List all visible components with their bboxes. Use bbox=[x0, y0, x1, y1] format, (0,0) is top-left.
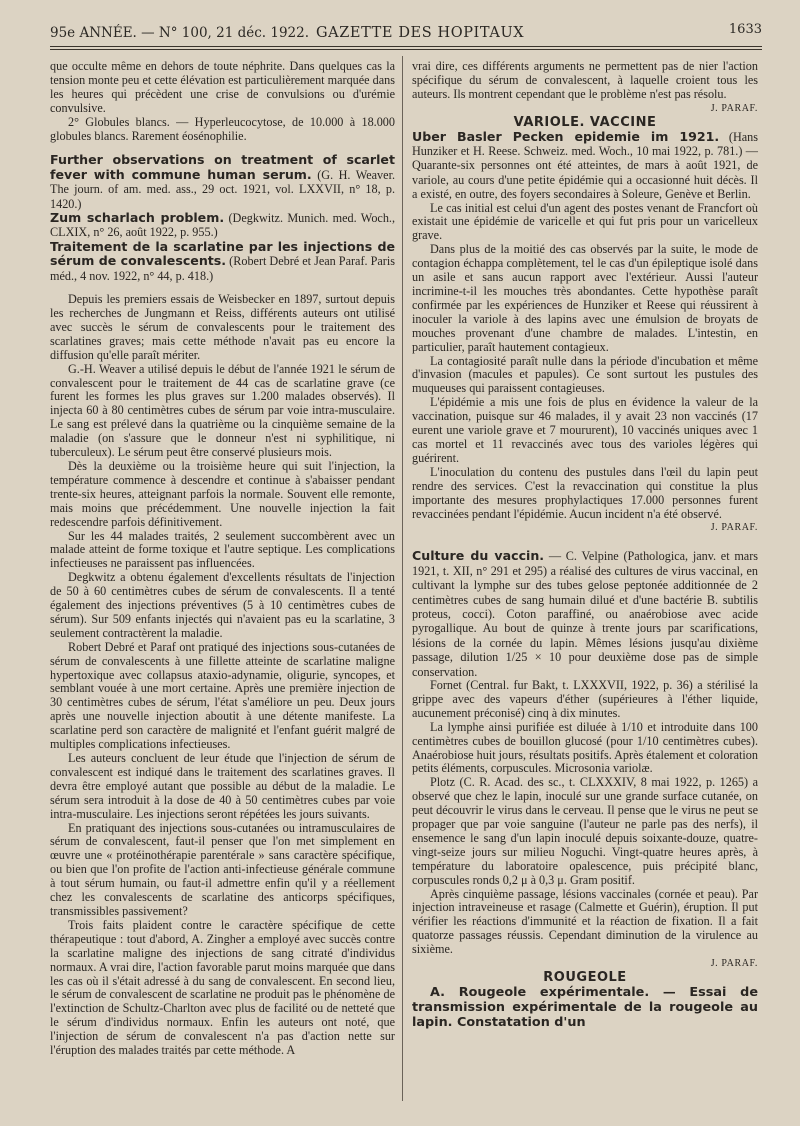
paragraph: L'épidémie a mis une fois de plus en évidence la valeur de la vaccination, puisque sur 46 malades, il y avait 23 non vaccinés (17 eurent une variole grave et 7 moururent), 10 vaccinés uniques avec 1 cas mortel et 11 revaccinés avec tous des varioles légères qui guérirent. bbox=[412, 395, 758, 465]
paragraph: Fornet (Central. fur Bakt, t. LXXXVII, 1922, p. 36) a stérilisé la grippe avec des vapeurs d'éther (supérieures à l'éther liquide, aucunement préconisé) cinq à dix minutes. bbox=[412, 677, 758, 720]
section-heading: VARIOLE. VACCINE bbox=[513, 114, 657, 130]
author-signature: J. PARAF. bbox=[710, 522, 758, 534]
reference-title: Traitement de la scarlatine par les injections de sérum de convalescents. bbox=[50, 238, 395, 269]
paragraph: Les auteurs concluent de leur étude que l'injection de sérum de convalescent est indiqué dans le traitement des scarlatines graves. Il devra être employé autant que possible au début de la maladie. Le sérum sera introduit à la dose de 40 à 50 centimètres cubes par voie intra-musculaire. Les injections seront répétées les jours suivants. bbox=[50, 751, 395, 821]
paragraph: vrai dire, ces différents arguments ne permettent pas de nier l'action spécifique du sérum de convalescent, à laquelle croient tous les auteurs. Ils montrent cependant que le problème n'est pas résolu. bbox=[412, 59, 758, 101]
paragraph: La lymphe ainsi purifiée est diluée à 1/10 et introduite dans 100 centimètres cubes de bouillon glucosé (pour 1/10 centimètres cubes). Anaérobiose huit jours, résultats positifs. Après étalement et coloration petits éléments, corpuscules. Microsonia variolæ. bbox=[412, 719, 758, 776]
reference-entry bbox=[50, 153, 395, 211]
author-signature: J. PARAF. bbox=[710, 102, 758, 114]
article-lead: A. Rougeole expérimentale. — Essai de transmission expérimentale de la rougeole au lapin. Constatation d'un bbox=[412, 984, 758, 1030]
reference-entry bbox=[50, 211, 395, 240]
reference-title: Culture du vaccin. bbox=[412, 548, 545, 564]
paragraph: Robert Debré et Paraf ont pratiqué des injections sous-cutanées de sérum de convalescents à une fillette atteinte de scarlatine maligne hypertoxique avec collapsus ataxio-adynamie, oligurie, syncopes, et semblant vouée à une mort certaine. Après une première injection de 30 centimètres cubes de sérum, l'état s'améliore un peu. Deux jours après une nouvelle injection aboutit à une détente manifeste. La scarlatine perd son caractère de malignité et l'enfant guérit malgré de multiples complications infectieuses. bbox=[50, 639, 395, 752]
author-signature: J. PARAF. bbox=[710, 958, 758, 970]
paragraph: Depuis les premiers essais de Weisbecker en 1897, surtout depuis les recherches de Jungmann et Reiss, différents auteurs ont utilisé avec succès le sérum de convalescents pour le traitement des scarlatines graves; mais cette méthode n'avait pas eu encore la diffusion qu'elle paraît mériter. bbox=[50, 292, 395, 362]
reference-source: (Hans Hunziker et H. Reese. Schweiz. med. Woch., 10 mai 1922, p. 781.) — Quarante-six personnes ont été atteintes, de mars à août 1921, de variole, au cours d'une petite épidémie qui a occasionné huit décès. Il a existé, en outre, des foyers secondaires à Soleure, Genève et Berlin. bbox=[412, 129, 759, 202]
paragraph: La contagiosité paraît nulle dans la période d'incubation et même d'invasion (macules et papules). Ce sont surtout les pustules des muqueuses qui paraissent contagieuses. bbox=[412, 353, 758, 396]
paragraph: Degkwitz a obtenu également d'excellents résultats de l'injection de 50 à 60 centimètres cubes de sérum de convalescents. Il a tenté également des injections préventives (5 à 10 centimètres cubes de sérum). Sur 509 enfants injectés qui n'avaient pas eu la scarlatine, 3 seulement contractèrent la maladie. bbox=[50, 570, 395, 640]
page-header bbox=[50, 22, 762, 46]
paragraph: Après cinquième passage, lésions vaccinales (cornée et peau). Par injection intraveineuse et rasage (Calmette et Guérin), éruption. Il put vérifier les réactions d'immunité et la réaction de fixation. Il a fait quatorze passages réussis. Cependant diminution de la virulence au sixième. bbox=[412, 886, 758, 957]
header-rule bbox=[50, 46, 762, 47]
reference-source: (G. H. Weaver. The journ. of am. med. ass., 29 oct. 1921, vol. LXXVII, n° 18, p. 1420.) bbox=[50, 167, 395, 211]
left-column bbox=[50, 60, 395, 1058]
reference-entry bbox=[412, 130, 758, 202]
paragraph: Plotz (C. R. Acad. des sc., t. CLXXXIV, 8 mai 1922, p. 1265) a observé que chez le lapin, inoculé sur une grande surface cutanée, on peut découvrir le virus dans le cerveau. Il pense que le virus ne peut se propager que par voie sanguine (l'auteur ne parle pas des nerfs), il ensemence le sang d'un lapin inoculé depuis soixante-douze, quatre-vingt-seize jours sur milieu Noguchi. Vingt-quatre heures après, à température du laboratoire opalescence, puis précipité blanc, corpuscules ronds 0,2 μ à 0,3 μ. Gram positif. bbox=[412, 775, 758, 887]
paragraph: Le cas initial est celui d'un agent des postes venant de Francfort où existait une épidémie de varicelle et qui fut pris pour un varicelleux grave. bbox=[412, 200, 758, 243]
reference-title: Uber Basler Pecken epidemie im 1921. bbox=[412, 128, 720, 144]
reference-entry bbox=[412, 549, 758, 679]
paragraph: Sur les 44 malades traités, 2 seulement succombèrent avec un malade atteint de forme toxique et l'autre septique. Les complications infectieuses ne paraissent pas influencées. bbox=[50, 528, 395, 571]
paragraph: Dans plus de la moitié des cas observés par la suite, le mode de contagion échappa complètement, tel le cas d'un épileptique isolé dans un asile et sans aucun rapport avec l'extérieur. Aussi l'auteur incrimine-t-il les mouches très abondantes. Cette hypothèse paraît confirmée par les expériences de Hunziker et Reese qui réussirent à inoculer la variole à des lapins avec une émulsion de broyats de mouches provenant d'une chambre de malades. L'intestin, en particulier, paraît hautement contagieux. bbox=[412, 242, 758, 354]
reference-source: (Robert Debré et Jean Paraf. Paris méd., 4 nov. 1922, n° 44, p. 418.) bbox=[50, 254, 395, 283]
page-number: 1633 bbox=[728, 22, 762, 37]
paragraph: G.-H. Weaver a utilisé depuis le début de l'année 1921 le sérum de convalescent pour le traitement de 44 cas de scarlatine grave (ce furent les formes les plus graves sur 1.200 malades observés). Il injecta 60 à 80 centimètres cubes de sérum par voie intra-musculaire. Le sang est prélevé dans la quatrième ou la cinquième semaine de la maladie (on s'assure que le donneur n'est ni syphilitique, ni tuberculeux). Le sérum peut être conservé plusieurs mois. bbox=[50, 361, 395, 460]
reference-source: (Degkwitz. Munich. med. Woch., CLXIX, n° 26, août 1922, p. 955.) bbox=[50, 211, 396, 240]
reference-title: Further observations on treatment of scarlet fever with commune human serum. bbox=[50, 152, 395, 182]
journal-title: GAZETTE DES HOPITAUX bbox=[316, 25, 525, 41]
section-heading: ROUGEOLE bbox=[543, 970, 627, 985]
paragraph: Trois faits plaident contre le caractère spécifique de cette thérapeutique : tout d'abord, A. Zingher a employé avec succès contre la scarlatine maligne des injections de sang citraté d'individus normaux. A vrai dire, l'action favorable parut moins marquée que dans les cas où il s'était adressé à du sang de convalescent. En second lieu, le sérum de convalescent de scarlatine ne produit pas le phénomène de l'extinction de Schultz-Charlton avec plus de facilité ou de netteté que le sérum d'individus normaux. Enfin les auteurs ont noté, que l'injection de sérum de convalescent n'a pas d'action nette sur l'éruption des malades traités par cette méthode. A bbox=[50, 917, 395, 1058]
header-rule-double bbox=[50, 49, 762, 50]
issue-info: 95e ANNÉE. — N° 100, 21 déc. 1922. bbox=[50, 25, 310, 41]
paragraph: 2° Globules blancs. — Hyperleucocytose, de 10.000 à 18.000 globules blancs. Rarement éosénophilie. bbox=[50, 114, 395, 143]
paragraph: Dès la deuxième ou la troisième heure qui suit l'injection, la température commence à descendre et continue à s'abaisser pendant trente-six heures, atteignant parfois la normale. Souvent elle remonte, mais moins que précédemment. Une nouvelle injection la fait redescendre parfois définitivement. bbox=[50, 458, 395, 529]
reference-source: — C. Velpine (Pathologica, janv. et mars 1921, t. XII, n° 291 et 295) a réalisé des cultures de virus vaccinal, en cultivant la lymphe sur des tubes gelose peptonée additionnée de 2 centimètres cubes de sang humain dilué et d'une bactérie B. subtilis proteus, cocci). Coton paraffiné, ou anaérobiose avec acide pyrogallique. Au bout de quinze à trente jours par scarifications, lésions de la cornée du lapin. Mêmes lésions jusqu'au dixième passage, dilution 1/25 × 10 pour deuxième dose pas de simple conservation. bbox=[412, 549, 759, 679]
reference-entry bbox=[50, 240, 395, 283]
paragraph: que occulte même en dehors de toute néphrite. Dans quelques cas la tension monte peu et cette élévation est particulièrement marquée dans les heures qui précèdent une crise de convulsions ou d'urémie convulsive. bbox=[50, 59, 395, 115]
column-divider bbox=[402, 56, 403, 1101]
right-column bbox=[412, 60, 758, 1030]
paragraph: En pratiquant des injections sous-cutanées ou intramusculaires de sérum de convalescent, faut-il penser que l'on met simplement en œuvre une « protéinothérapie parentérale » sans caractère spécifique, ou bien que l'on profite de l'action anti-infectieuse générale commune à tout sérum humain, ou faut-il admettre enfin qu'il y a réellement chez les convalescents de scarlatine des anticorps spécifiques, transmissibles passivement? bbox=[50, 820, 395, 918]
paragraph: L'inoculation du contenu des pustules dans l'œil du lapin peut rendre des services. C'est la revaccination qui constitue la plus importante des mesures prophylactiques 17.000 personnes furent revaccinées pendant l'épidémie. Aucun incident n'a été observé. bbox=[412, 464, 758, 521]
reference-title: Zum scharlach problem. bbox=[50, 210, 225, 226]
